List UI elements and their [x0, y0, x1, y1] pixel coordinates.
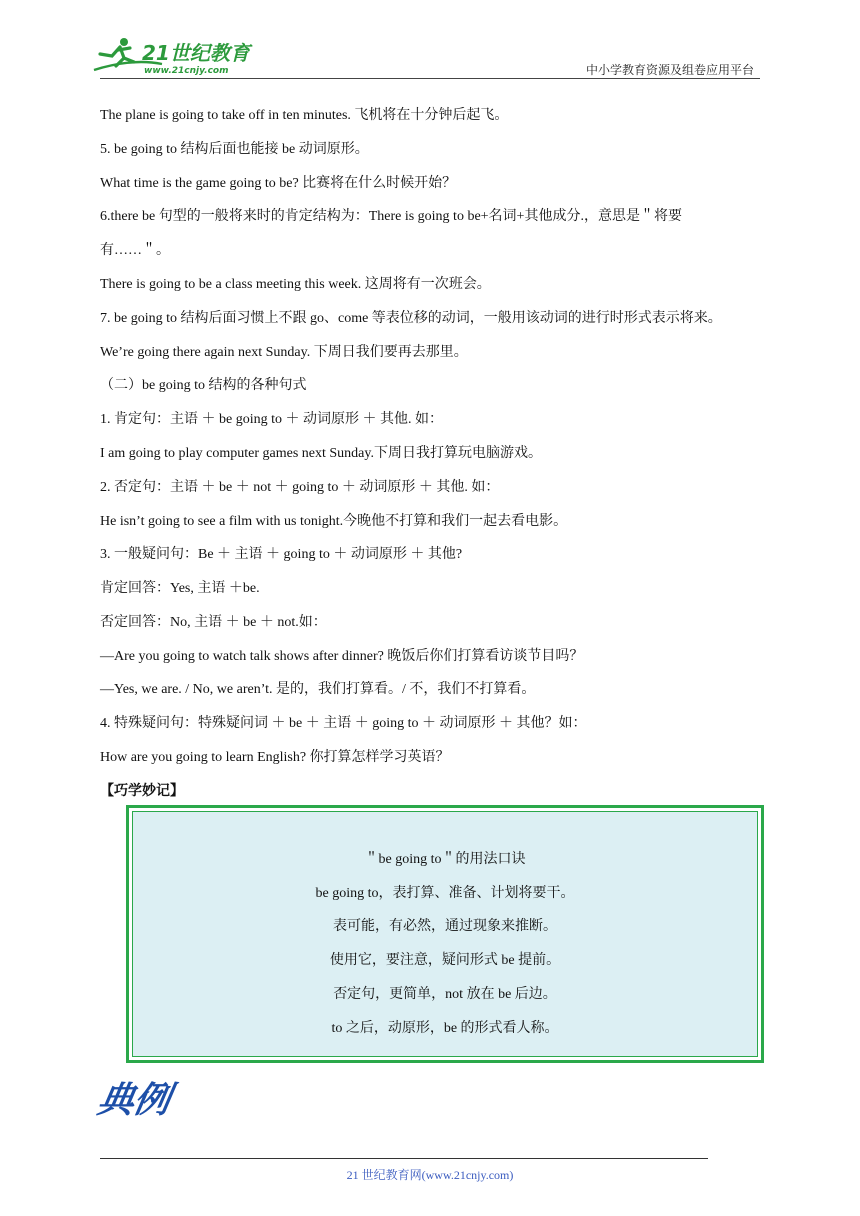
content-line: 1. 肯定句：主语 ＋ be going to ＋ 动词原形 ＋ 其他. 如：	[100, 412, 443, 427]
content-line: He isn’t going to see a film with us tonight.今晚他不打算和我们一起去看电影。	[100, 514, 568, 529]
mnemonic-line: 使用它，要注意，疑问形式 be 提前。	[329, 953, 561, 968]
logo-url: www.21cnjy.com	[144, 66, 229, 76]
mnemonic-box-inner	[132, 811, 758, 1057]
mnemonic-title: ＂be going to＂的用法口诀	[364, 852, 526, 867]
content-line: —Yes, we are. / No, we aren’t. 是的，我们打算看。/ 不，我们不打算看。	[100, 682, 536, 697]
tips-section-title: 【巧学妙记】	[100, 783, 184, 799]
section-heading: （二）be going to 结构的各种句式	[100, 378, 307, 393]
mnemonic-box	[126, 805, 764, 1063]
mnemonic-line: 否定句，更简单，not 放在 be 后边。	[333, 987, 557, 1002]
header-divider	[100, 78, 760, 79]
content-line: The plane is going to take off in ten minutes. 飞机将在十分钟后起飞。	[100, 108, 509, 123]
mnemonic-line: 表可能，有必然，通过现象来推断。	[333, 919, 557, 934]
content-line: 5. be going to 结构后面也能接 be 动词原形。	[100, 142, 369, 157]
example-label-icon	[94, 1072, 185, 1124]
mnemonic-line: be going to，表打算、准备、计划将要干。	[315, 886, 575, 901]
content-line: —Are you going to watch talk shows after dinner? 晚饭后你们打算看访谈节目吗？	[100, 649, 584, 664]
content-line: 2. 否定句：主语 ＋ be ＋ not ＋ going to ＋ 动词原形 ＋ 其他. 如：	[100, 480, 500, 495]
content-line: I am going to play computer games next Sunday.下周日我打算玩电脑游戏。	[100, 446, 542, 461]
content-line: There is going to be a class meeting this week. 这周将有一次班会。	[100, 277, 491, 292]
content-line: How are you going to learn English? 你打算怎样学习英语？	[100, 750, 450, 765]
content-line: 有……＂。	[100, 243, 170, 258]
content-line: 4. 特殊疑问句：特殊疑问词 ＋ be ＋ 主语 ＋ going to ＋ 动词原形 ＋ 其他？如：	[100, 716, 587, 731]
content-line: 否定回答：No, 主语 ＋ be ＋ not.如：	[100, 615, 327, 630]
header-platform-text: 中小学教育资源及组卷应用平台	[585, 63, 754, 77]
content-line: 6.there be 句型的一般将来时的肯定结构为：There is going to be+名词+其他成分.，意思是＂将要	[100, 209, 682, 224]
site-logo	[92, 36, 262, 78]
footer-divider	[100, 1158, 708, 1159]
content-line: We’re going there again next Sunday. 下周日我们要再去那里。	[100, 345, 468, 360]
content-line: 7. be going to 结构后面习惯上不跟 go、come 等表位移的动词，一般用该动词的进行时形式表示将来。	[100, 311, 722, 326]
content-line: 3. 一般疑问句：Be ＋ 主语 ＋ going to ＋ 动词原形 ＋ 其他?	[100, 547, 463, 562]
mnemonic-line: to 之后，动原形，be 的形式看人称。	[331, 1021, 559, 1036]
footer-text: 21 世纪教育网(www.21cnjy.com)	[346, 1168, 514, 1182]
content-line: 肯定回答：Yes, 主语 ＋be.	[100, 581, 260, 596]
example-label: 典例	[94, 1078, 174, 1121]
logo-text: 21世纪教育	[142, 41, 250, 65]
content-line: What time is the game going to be? 比赛将在什么时候开始？	[100, 176, 457, 191]
